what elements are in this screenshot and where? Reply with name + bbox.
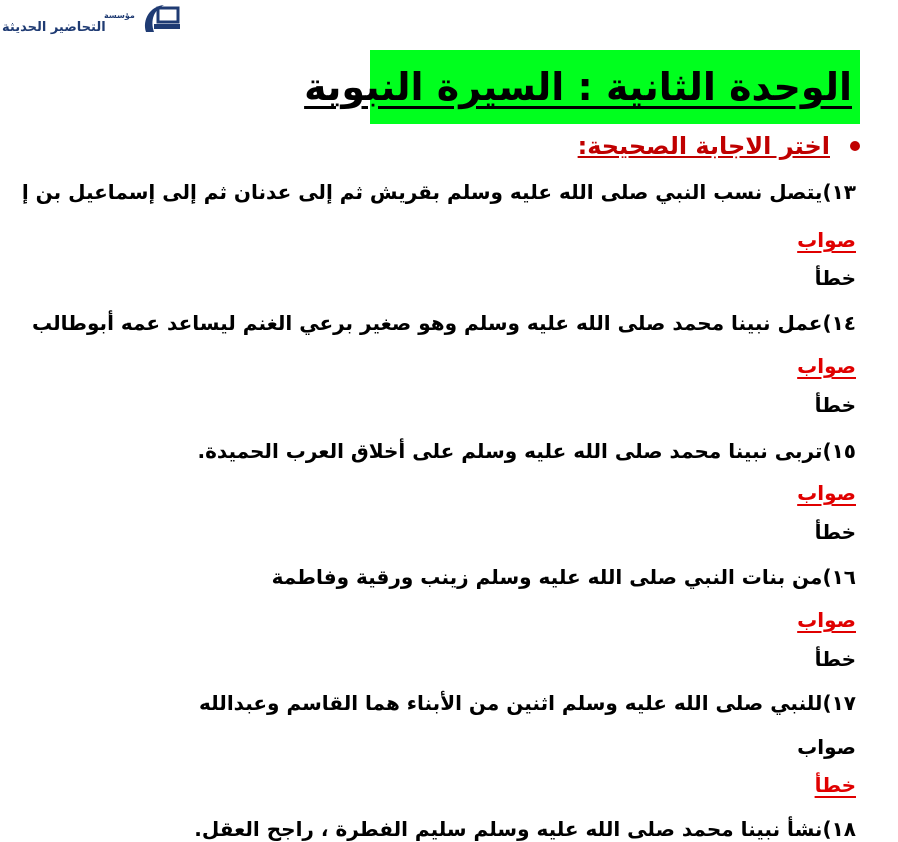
q15-true-option[interactable]: صواب	[797, 481, 856, 505]
question-13: ١٣)يتصل نسب النبي صلى الله عليه وسلم بقريش ثم إلى عدنان ثم إلى إسماعيل بن إ	[21, 180, 856, 204]
question-number: ١٤	[831, 311, 856, 335]
question-15: ١٥)تربى نبينا محمد صلى الله عليه وسلم على أخلاق العرب الحميدة.	[197, 439, 856, 463]
question-14: ١٤)عمل نبينا محمد صلى الله عليه وسلم وهو صغير برعي الغنم ليساعد عمه أبوطالب	[31, 311, 856, 335]
q13-true-option[interactable]: صواب	[797, 228, 856, 252]
q16-false-option[interactable]: خطأ	[814, 647, 856, 671]
title-banner	[304, 50, 860, 124]
q14-false-option[interactable]: خطأ	[814, 393, 856, 417]
question-text: تربى نبينا محمد صلى الله عليه وسلم على أخلاق العرب الحميدة.	[197, 439, 823, 463]
q15-false-option[interactable]: خطأ	[814, 520, 856, 544]
question-number: ١٨	[831, 817, 856, 841]
q17-false-option[interactable]: خطأ	[814, 773, 856, 797]
question-number: ١٦	[831, 565, 856, 589]
question-text: للنبي صلى الله عليه وسلم اثنين من الأبناء هما القاسم وعبدالله	[199, 691, 823, 715]
question-number: ١٣	[831, 180, 856, 204]
question-number: ١٧	[831, 691, 856, 715]
computer-logo-icon	[140, 2, 184, 38]
logo	[0, 0, 185, 44]
bullet-icon	[850, 141, 860, 151]
question-17: ١٧)للنبي صلى الله عليه وسلم اثنين من الأبناء هما القاسم وعبدالله	[199, 691, 856, 715]
question-number: ١٥	[831, 439, 856, 463]
question-16: ١٦)من بنات النبي صلى الله عليه وسلم زينب ورقية وفاطمة	[271, 565, 856, 589]
question-text: يتصل نسب النبي صلى الله عليه وسلم بقريش ثم إلى عدنان ثم إلى إسماعيل بن إ	[21, 180, 823, 204]
q14-true-option[interactable]: صواب	[797, 354, 856, 378]
question-18: ١٨)نشأ نبينا محمد صلى الله عليه وسلم سليم الفطرة ، راجح العقل.	[194, 817, 856, 841]
question-text: من بنات النبي صلى الله عليه وسلم زينب ورقية وفاطمة	[271, 565, 823, 589]
logo-text: التحاضير الحديثة	[2, 20, 106, 35]
question-text: عمل نبينا محمد صلى الله عليه وسلم وهو صغير برعي الغنم ليساعد عمه أبوطالب	[31, 311, 823, 335]
instruction	[578, 132, 860, 160]
q16-true-option[interactable]: صواب	[797, 608, 856, 632]
instruction-text: اختر الاجابة الصحيحة:	[577, 132, 830, 160]
q17-true-option[interactable]: صواب	[797, 735, 856, 759]
q13-false-option[interactable]: خطأ	[814, 266, 856, 290]
logo-subtitle: مؤسسة	[104, 11, 135, 20]
page-title: الوحدة الثانية : السيرة النبوية	[304, 65, 852, 109]
question-text: نشأ نبينا محمد صلى الله عليه وسلم سليم الفطرة ، راجح العقل.	[194, 817, 823, 841]
